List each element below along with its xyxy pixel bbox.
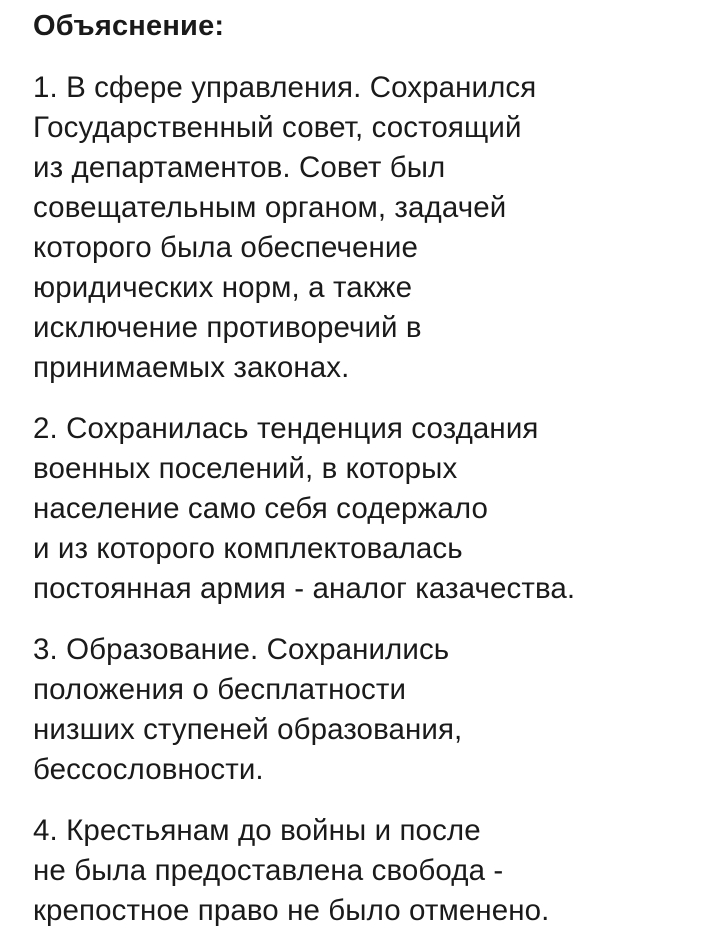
paragraph-line: бессословности. (33, 753, 264, 786)
paragraph-line: крепостное право не было отменено. (33, 894, 550, 927)
paragraph-3 (33, 630, 698, 790)
paragraph-line: юридических норм, а также (33, 271, 413, 304)
paragraph-line: 3. Образование. Сохранились (33, 633, 450, 666)
paragraph-line: 2. Сохранилась тенденция создания (33, 412, 539, 445)
paragraph-line: не была предоставлена свобода - (33, 854, 504, 887)
paragraph-line: положения о бесплатности (33, 673, 407, 706)
paragraph-line: низших ступеней образования, (33, 713, 463, 746)
paragraph-line: и из которого комплектовалась (33, 532, 463, 565)
explanation-document (33, 6, 698, 952)
paragraph-line: которого была обеспечение (33, 231, 419, 264)
paragraph-line: Государственный совет, состоящий (33, 111, 522, 144)
paragraph-line: исключение противоречий в (33, 311, 422, 344)
paragraph-line: 4. Крестьянам до войны и после (33, 814, 481, 847)
paragraph-line: 1. В сфере управления. Сохранился (33, 71, 537, 104)
paragraph-line: население само себя содержало (33, 492, 489, 525)
paragraph-line: из департаментов. Совет был (33, 151, 446, 184)
paragraph-line: военных поселений, в которых (33, 452, 458, 485)
paragraph-line: принимаемых законах. (33, 351, 350, 384)
explanation-heading: Объяснение: (33, 10, 225, 42)
paragraph-1 (33, 68, 698, 388)
paragraph-4 (33, 811, 698, 931)
paragraph-line: совещательным органом, задачей (33, 191, 507, 224)
paragraph-line: постоянная армия - аналог казачества. (33, 572, 576, 605)
paragraph-2 (33, 409, 698, 609)
